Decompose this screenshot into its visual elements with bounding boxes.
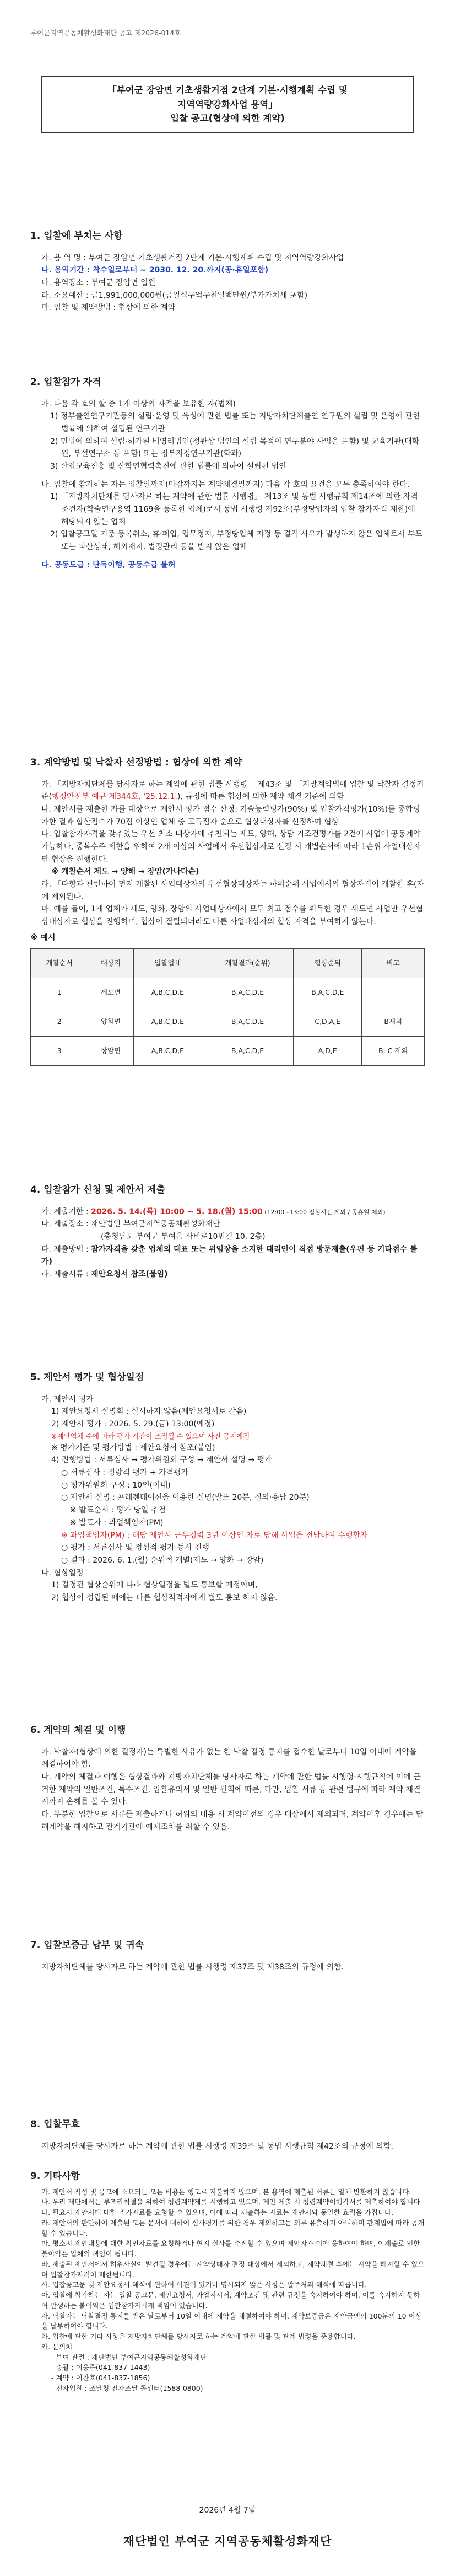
submission-deadline: 가. 제출기한 : 2026. 5. 14.(목) 10:00 ~ 5. 18.(월) 15:00 (12:00~13:00 점심시간 제외 / 공휴일 제외) [41, 1207, 386, 1216]
item-service-period: 나. 용역기간 : 착수일로부터 ~ 2030. 12. 20.까지(공·휴일포함) [41, 266, 269, 275]
eval-l4c1: ※ 발표순서 : 평가 당일 추첨 [70, 1506, 166, 1515]
eval-na1: 1) 결정된 협상순위에 따라 협상일정을 별도 통보할 예정이며, [51, 1581, 258, 1590]
eval-l3: ※ 평가기준 및 평가방법 : 제안요청서 참조(붙임) [51, 1443, 215, 1452]
exec-ga: 가. 낙찰자(협상에 의한 결정자)는 특별한 사유가 없는 한 낙찰 결정 통지를 접수한 날로부터 10일 이내에 계약을 체결하여야 함. [41, 1747, 417, 1769]
eligibility-ga-1: 1) 정부출연연구기관등의 설립·운영 및 육성에 관한 법률 또는 지방자치단체출연 연구원의 설립 및 운영에 관한 법률에 의하여 설립된 연구기관 [50, 412, 420, 433]
docs-bold: 제안요청서 참조(붙임) [91, 1269, 168, 1279]
other-item: 다. 필요시 제안서에 대한 추가자료를 요청할 수 있으며, 이에 따라 제출하는 자료는 제안서와 동일한 효력을 가집니다. [41, 2208, 394, 2217]
table-cell: B,A,C,D,E [202, 978, 294, 1007]
eligibility-na-2: 2) 입찰공고일 기준 등록취소, 휴·폐업, 업무정지, 부정당업체 지정 등 결격 사유가 발생하지 않은 업체로서 부도 또는 파산상태, 해외재지, 법정관리 등을 받지 않은 업체 [50, 530, 423, 551]
section-contract-execution [30, 1723, 425, 1833]
section-title: 2. 입찰참가 자격 [30, 377, 101, 388]
table-cell: 양화면 [88, 1007, 133, 1037]
eval-l4e: ○ 결과 : 2026. 6. 1.(월) 순위적 개별(제도 → 양화 → 장암) [61, 1555, 264, 1565]
eval-l2: 2) 제안서 평가 : 2026. 5. 29.(금) 13:00(예정) [51, 1419, 215, 1429]
table-row [31, 1037, 425, 1066]
publication-number: 부여군지역공동체활성화재단 공고 제2026-014호 [30, 29, 181, 37]
table-header-cell: 개찰순서 [31, 949, 88, 978]
other-item: 자. 낙찰자는 낙찰결정 통지를 받은 날로부터 10일 이내에 계약을 체결하여야 하며, 계약보증금은 계약금액의 100분의 10 이상을 납부하여야 합니다. [41, 2311, 422, 2331]
table-header-cell: 입찰업체 [133, 949, 202, 978]
eval-na2: 2) 협상이 성립된 때에는 다른 협상적격자에게 별도 통보 하지 않음. [51, 1593, 278, 1602]
title-line-1: 「부여군 장암면 기초생활거점 2단계 기본·시행계획 수립 및 [107, 85, 348, 96]
item-contract-method: 마. 입찰 및 계약방법 : 협상에 의한 계약 [41, 303, 176, 313]
title-line-2: 지역역량강화사업 용역」 [177, 99, 278, 110]
table-cell: B,A,C,D,E [294, 978, 362, 1007]
table-cell: 장암면 [88, 1037, 133, 1066]
exec-da: 다. 무분한 입찰으로 서류를 제출하거나 허위의 내용 시 계약이전의 경우 대상에서 제외되며, 계약이후 경우에는 당해계약을 해지하고 관계기관에 예제조치를 취할 수 있음. [41, 1810, 424, 1832]
submission-docs: 라. 제출서류 : 제안요청서 참조(붙임) [41, 1269, 168, 1279]
section-title: 5. 제안서 평가 및 협상일정 [30, 1372, 144, 1383]
section-title: 9. 기타사항 [30, 2171, 80, 2182]
other-item: 마. 평소지 제안내용에 대한 확인자료를 요청하거나 현지 실사를 추진할 수 있으며 제안자가 이에 응하여야 하며, 이제출로 인한 불이익은 업체의 책임이 됩니다. [41, 2239, 420, 2258]
section-submission [30, 1183, 425, 1281]
section-other [30, 2170, 425, 2394]
eval-l2-note: ※제안업체 수에 따라 평가 시간이 조정될 수 있으며 사전 공지예정 [51, 1431, 250, 1440]
announcement-title [41, 76, 414, 133]
example-label: ※ 예시 [30, 933, 56, 942]
table-header-cell: 협상순위 [294, 949, 362, 978]
contact-line: - 계약 : 이찬호(041-837-1856) [51, 2374, 150, 2382]
eval-na: 나. 협상일정 [41, 1568, 84, 1577]
invalid-body: 지방자치단체를 당사자로 하는 계약에 관한 법률 시행령 제39조 및 동법 시행규칙 제42조의 규정에 의함. [41, 2142, 393, 2151]
eligibility-ga: 가. 다음 각 호의 할 중 1개 이상의 자격을 보유한 자(법체) [41, 399, 236, 409]
table-cell [362, 978, 425, 1007]
table-cell: 2 [31, 1007, 88, 1037]
contact-line: - 총괄 : 이응준(041-837-1443) [51, 2363, 150, 2372]
item-budget: 라. 소요예산 : 금1,991,000,000원(금일십구억구천일백만원/부가가치세 포함) [41, 291, 308, 300]
method-da: 다. 입찰참가자격을 갖추었는 우선 최소 대상자에 추천되는 제도, 양해, 상담 기조건평가를 2건에 사업에 공동계약 가능하나, 중복수주 제한을 위하여 2개 이상의 사업에서 우선협상자로 선정 시 개별순서에 따라 1순위 사업대상자만 협상을 진행한다. [41, 830, 421, 864]
other-item: 라. 제안서의 판단하여 제출된 모든 문서에 대하여 심사평가를 위한 경우 제외하고는 외부 유출하지 아니하며 관계법에 따라 공개할 수 있습니다. [41, 2218, 425, 2237]
eval-l1: 1) 제안요청서 설명회 : 실시하지 않음(제안요청서로 갈음) [51, 1407, 247, 1416]
other-item: 아. 입찰에 참가하는 자는 입찰 공고문, 제안요청서, 과업지시서, 계약조건 및 관련 규정을 숙지하여야 하며, 이를 숙지하지 못하여 발생하는 불이익은 입찰참가자에게 책임이 있습니다. [41, 2291, 420, 2310]
joint-contract-note: 다. 공동도급 : 단독이행, 공동수급 불허 [41, 560, 176, 570]
other-item: 사. 입찰공고문 및 제안요청서 해석에 관하여 이견이 있거나 명시되지 않은 사항은 발주처의 해석에 따릅니다. [41, 2280, 367, 2289]
contact-line: - 전자입찰 : 조달청 전자조달 콜센터(1588-0800) [51, 2384, 203, 2392]
eligibility-ga-2: 2) 민법에 의하여 설립·허가된 비영리법인(정관상 법인의 설립 목적이 연구분야 사업을 포함) 및 교육기관(대학원, 부설연구소 등 포함) 또는 정부지정연구기관(학과) [50, 437, 420, 459]
other-item: 바. 제출된 제안서에서 허위사실이 발견될 경우에는 계약상대자 결정 대상에서 제외하고, 계약체결 후에는 계약을 해지할 수 있으며 입찰참가자격이 제한됩니다. [41, 2260, 425, 2279]
section-title: 7. 입찰보증금 납부 및 귀속 [30, 1940, 144, 1951]
table-row [31, 1007, 425, 1037]
eval-l4c: ○ 제안서 설명 : 프레젠테이션을 이용한 설명(발표 20분, 질의·응답 20분) [61, 1493, 310, 1502]
section-title: 8. 입찰무효 [30, 2119, 80, 2130]
method-ra: 라. 「다항과 관련하여 먼저 개찰된 사업대상자의 우선협상대상자는 하위순위 사업에서의 협상자격이 개찰한 후(자에 제외된다. [41, 879, 424, 901]
section-contract-method [30, 755, 425, 1066]
table-cell: C,D,A,E [294, 1007, 362, 1037]
method-bold: 참가자격을 갖춘 업체의 대표 또는 위임장을 소지한 대리인이 직접 방문제출(우편 등 기타접수 불가) [41, 1244, 418, 1266]
section-eligibility [30, 375, 425, 571]
other-item: 차. 입찰에 관한 기타 사항은 지방자치단체를 당사자로 하는 계약에 관한 법률 및 관계 법령을 준용합니다. [41, 2332, 356, 2341]
other-item: 가. 제안서 작성 및 응모에 소요되는 모든 비용은 행도로 지불하지 않으며, 본 용역에 제출된 서류는 일체 반환하지 않습니다. [41, 2187, 411, 2196]
issuing-organization: 재단법인 부여군 지역공동체활성화재단 [123, 2535, 332, 2548]
table-cell: A,B,C,D,E [133, 1007, 202, 1037]
table-cell: 1 [31, 978, 88, 1007]
section-title: 4. 입찰참가 신청 및 제안서 제출 [30, 1184, 165, 1195]
section-title: 6. 계약의 체결 및 이행 [30, 1725, 126, 1736]
table-cell: 3 [31, 1037, 88, 1066]
section-title: 3. 계약방법 및 낙찰자 선정방법 : 협상에 의한 계약 [30, 757, 242, 768]
bond-body: 지방자치단체를 당사자로 하는 계약에 관한 법률 시행령 제37조 및 제38조의 규정에 의함. [41, 1962, 344, 1972]
eligibility-na: 나. 입찰에 참가하는 자는 입찰일까지(마감까지는 계약체결일까지) 다음 각 호의 요건을 모두 충족하여야 한다. [41, 480, 410, 489]
table-header-cell: 개찰결과(순위) [202, 949, 294, 978]
table-cell: A,B,C,D,E [133, 978, 202, 1007]
submission-method: 다. 제출방법 : 참가자격을 갖춘 업체의 대표 또는 위임장을 소지한 대리인이 직접 방문제출(우편 등 기타접수 불가) [41, 1244, 418, 1266]
contact-line: - 부여 관련 : 재단법인 부여군지역공동체활성화재단 [51, 2353, 207, 2362]
table-header-cell: 비고 [362, 949, 425, 978]
eval-l4c3: ※ 과업책임자(PM) : 해당 제안사 근무경력 3년 이상인 자로 당해 사업을 전담하여 수행할자 [61, 1531, 368, 1540]
table-header-cell: 대상지 [88, 949, 133, 978]
method-na: 나. 제안서를 제출한 자를 대상으로 제안서 평가 점수 산정: 기술능력평가(90%) 및 입찰가격평가(10%)를 종합평가한 결과 합산점수가 70점 이상인 업체 중 고득점자 순으로 협상대상자를 선정하여 협상 [41, 804, 420, 827]
eligibility-ga-3: 3) 산업교육진흥 및 산학연협력촉진에 관한 법률에 의하여 설립된 법인 [50, 461, 286, 471]
method-ga: 가. 「지방자치단체를 당사자로 하는 계약에 관한 법률 시행령」 제43조 및 「지방계약법에 입찰 및 낙찰자 결정기준(행정안전부 예규 제344호, '25.12.1.), 규정에 따른 협상에 의한 계약 체결 기준에 의함 [41, 780, 424, 802]
eval-l4a: ○ 서류심사 : 정량적 평가 + 가격평가 [61, 1468, 189, 1478]
announcement-date: 2026년 4월 7일 [199, 2506, 256, 2515]
contact-title: 카. 문의처 [41, 2342, 73, 2351]
table-row [31, 978, 425, 1007]
title-line-3: 입찰 공고(협상에 의한 계약) [170, 113, 285, 124]
submission-place: 나. 제출장소 : 재단법인 부여군지역공동체활성화재단 [41, 1220, 220, 1229]
eval-l4c2: ※ 발표자 : 과업책임자(PM) [70, 1518, 164, 1527]
other-item: 나. 우리 재단에서는 부조리척결을 위하여 청렴계약제를 시행하고 있으며, 제안 제출 시 청렴계약이행각서를 제출하여야 합니다. [41, 2198, 422, 2207]
eval-l4d: ○ 평가 : 서류심사 및 정성적 평가 등시 진행 [61, 1543, 209, 1553]
table-cell: B,A,C,D,E [202, 1037, 294, 1066]
eval-ga: 가. 제안서 평가 [41, 1394, 94, 1404]
section-bidding-items [30, 229, 425, 314]
section-evaluation [30, 1370, 425, 1604]
deadline-red: 2026. 5. 14.(목) 10:00 ~ 5. 18.(월) 15:00 [91, 1207, 263, 1216]
table-cell: 세도면 [88, 978, 133, 1007]
item-service-name: 가. 용 역 명 : 부여군 장암면 기초생활거점 2단계 기본·시행계획 수립 및 지역역량강화사업 [41, 253, 344, 262]
table-cell: B,A,C,D,E [202, 1007, 294, 1037]
method-ga-red: 행정안전부 예규 제344호, '25.12.1. [52, 792, 177, 802]
eligibility-na-1: 1) 「지방자치단체를 당사자로 하는 계약에 관한 법률 시행령」 제13조 및 동법 시행규칙 제14조에 의한 자격조건자(학술연구용역 1169을 등록한 업체)로서 동법 시행령 제92조(부정당업자의 입찰 참가자격 제한)에 해당되지 않는 업체 [50, 492, 418, 527]
eval-l4: 4) 진행방법 : 서류심사 → 평가위원회 구성 → 제안서 설명 → 평가 [51, 1456, 272, 1465]
submission-address: (충청남도 부여군 부여읍 사비로10번길 10, 2층) [101, 1232, 266, 1241]
table-cell: A,D,E [294, 1037, 362, 1066]
section-title: 1. 입찰에 부치는 사항 [30, 230, 123, 242]
exec-na: 나. 계약의 체결과 이행은 협상결과와 지방자치단체를 당사자로 하는 계약에 관한 법률 시행령·시행규칙에 이에 근거한 계약의 일반조건, 특수조건, 입찰유의서 및 일반 원칙에 따른, 다만, 입찰 서류 등 관련 법규에 따라 계약 체결 시까지 손해를 볼 수 있다. [41, 1772, 421, 1807]
example-table [30, 948, 425, 1066]
item-service-location: 다. 용역장소 : 부여군 장암면 일원 [41, 278, 156, 287]
section-invalid-bid [30, 2117, 425, 2153]
section-bid-bond [30, 1938, 425, 1973]
method-ma: 마. 예를 들어, 1개 업체가 세도, 양화, 장암의 사업대상자에서 모두 최고 점수를 획득한 경우 세도면 사업만 우선협상대상자로 협상을 진행하며, 협상이 결렬되더라도 다른 사업대상자의 협상 자격을 부여하지 않는다. [41, 905, 423, 926]
table-cell: B제외 [362, 1007, 425, 1037]
table-header-row [31, 949, 425, 978]
table-cell: B, C 제외 [362, 1037, 425, 1066]
eval-l4b: ○ 평가위원회 구성 : 10인(이내) [61, 1480, 171, 1490]
method-order-note: ※ 개찰순서 제도 → 양해 → 장암(가나다순) [51, 867, 199, 877]
table-cell: A,B,C,D,E [133, 1037, 202, 1066]
